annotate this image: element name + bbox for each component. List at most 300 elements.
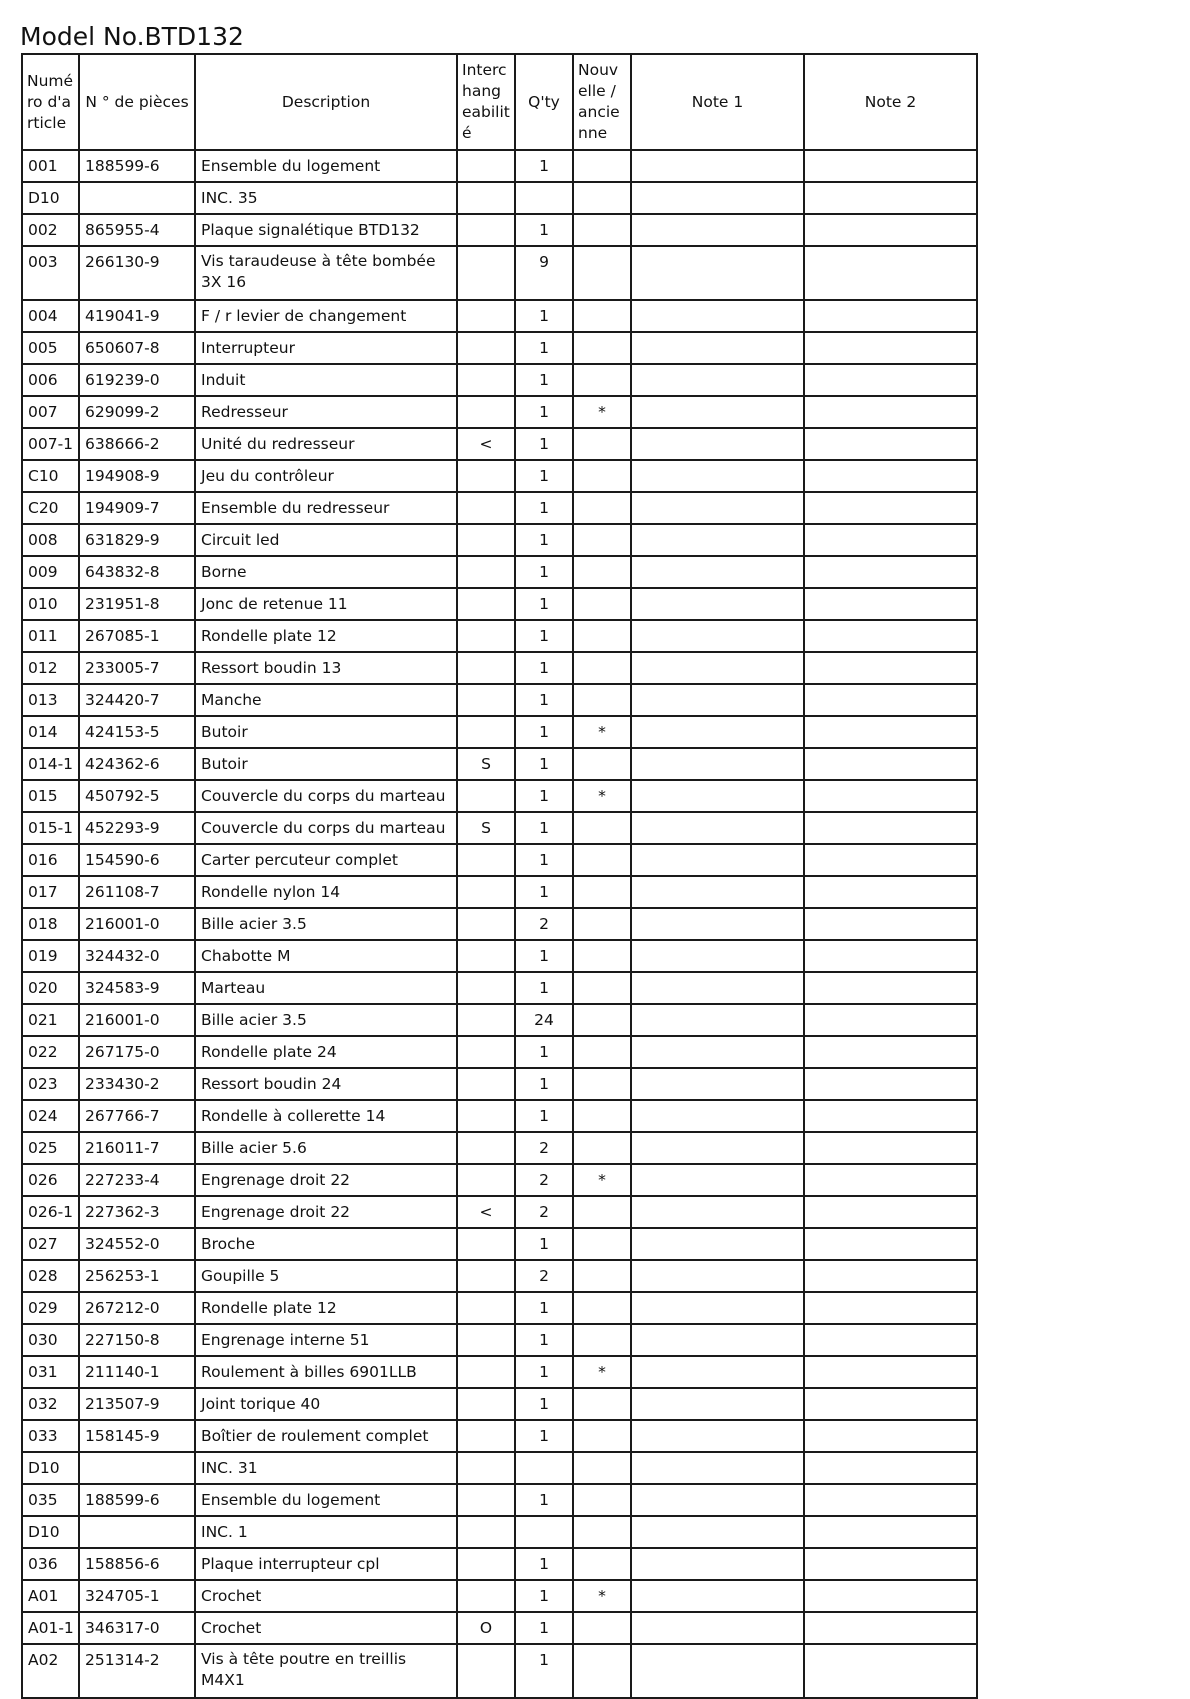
cell-new-old [573,1068,631,1100]
table-row [22,1580,977,1612]
cell-description: Vis taraudeuse à tête bombée 3X 16 [195,246,457,300]
cell-new-old [573,1612,631,1644]
cell-note-2 [804,1644,977,1698]
cell-note-2 [804,1612,977,1644]
cell-interchangeability [457,1228,515,1260]
cell-interchangeability [457,1644,515,1698]
cell-item-number: 028 [22,1260,79,1292]
cell-note-1 [631,1164,804,1196]
cell-description: Joint torique 40 [195,1388,457,1420]
cell-note-1 [631,332,804,364]
cell-interchangeability [457,460,515,492]
cell-note-2 [804,428,977,460]
cell-description: Crochet [195,1612,457,1644]
table-row [22,1420,977,1452]
cell-quantity: 1 [515,748,573,780]
cell-new-old [573,940,631,972]
cell-note-2 [804,652,977,684]
cell-quantity: 2 [515,1164,573,1196]
cell-new-old [573,460,631,492]
cell-interchangeability [457,588,515,620]
cell-interchangeability [457,1292,515,1324]
cell-item-number: 019 [22,940,79,972]
cell-item-number: 025 [22,1132,79,1164]
cell-note-2 [804,940,977,972]
cell-item-number: 015 [22,780,79,812]
cell-item-number: 006 [22,364,79,396]
cell-note-1 [631,524,804,556]
cell-new-old [573,1548,631,1580]
cell-note-2 [804,364,977,396]
cell-note-1 [631,972,804,1004]
cell-note-2 [804,876,977,908]
cell-part-number: 324583-9 [79,972,195,1004]
table-row [22,908,977,940]
cell-item-number: 031 [22,1356,79,1388]
cell-item-number: 005 [22,332,79,364]
table-row [22,652,977,684]
cell-quantity: 1 [515,1036,573,1068]
cell-interchangeability [457,1484,515,1516]
cell-new-old [573,588,631,620]
cell-new-old [573,620,631,652]
cell-interchangeability [457,524,515,556]
cell-item-number: 009 [22,556,79,588]
cell-quantity [515,1452,573,1484]
cell-description: Ensemble du redresseur [195,492,457,524]
cell-item-number: 033 [22,1420,79,1452]
cell-note-1 [631,1548,804,1580]
header-item-number: Numé ro d'a rticle [22,54,79,150]
cell-new-old [573,1644,631,1698]
cell-note-1 [631,556,804,588]
cell-part-number: 865955-4 [79,214,195,246]
header-description: Description [195,54,457,150]
cell-interchangeability [457,1548,515,1580]
cell-part-number: 619239-0 [79,364,195,396]
cell-new-old [573,908,631,940]
cell-description: Bille acier 3.5 [195,1004,457,1036]
cell-interchangeability [457,652,515,684]
cell-note-1 [631,1356,804,1388]
table-row [22,1164,977,1196]
cell-note-1 [631,182,804,214]
table-row [22,684,977,716]
table-row [22,524,977,556]
cell-note-2 [804,908,977,940]
cell-part-number: 211140-1 [79,1356,195,1388]
cell-note-1 [631,1612,804,1644]
cell-interchangeability [457,940,515,972]
cell-note-1 [631,1100,804,1132]
cell-new-old [573,1196,631,1228]
cell-note-1 [631,876,804,908]
cell-description: Ressort boudin 24 [195,1068,457,1100]
header-quantity: Q'ty [515,54,573,150]
cell-part-number: 213507-9 [79,1388,195,1420]
cell-new-old [573,150,631,182]
cell-description: Ensemble du logement [195,1484,457,1516]
cell-note-2 [804,1548,977,1580]
cell-note-2 [804,588,977,620]
cell-note-2 [804,214,977,246]
cell-note-1 [631,1228,804,1260]
cell-description: Rondelle plate 12 [195,620,457,652]
cell-description: Rondelle à collerette 14 [195,1100,457,1132]
cell-interchangeability [457,396,515,428]
cell-note-1 [631,1516,804,1548]
cell-note-2 [804,300,977,332]
cell-item-number: 007 [22,396,79,428]
cell-note-2 [804,396,977,428]
cell-note-2 [804,524,977,556]
cell-quantity: 1 [515,1324,573,1356]
cell-note-1 [631,1196,804,1228]
cell-description: Plaque interrupteur cpl [195,1548,457,1580]
cell-quantity: 9 [515,246,573,300]
header-part-number: N ° de pièces [79,54,195,150]
cell-part-number: 450792-5 [79,780,195,812]
cell-quantity: 1 [515,1580,573,1612]
cell-new-old: * [573,780,631,812]
cell-quantity: 1 [515,684,573,716]
cell-description: Rondelle plate 12 [195,1292,457,1324]
cell-note-2 [804,620,977,652]
cell-part-number: 267175-0 [79,1036,195,1068]
cell-quantity: 1 [515,716,573,748]
cell-quantity: 1 [515,1356,573,1388]
cell-quantity: 2 [515,1132,573,1164]
cell-quantity: 24 [515,1004,573,1036]
cell-part-number: 216001-0 [79,1004,195,1036]
table-row [22,1132,977,1164]
cell-quantity: 1 [515,460,573,492]
cell-interchangeability [457,246,515,300]
cell-item-number: 027 [22,1228,79,1260]
cell-item-number: 003 [22,246,79,300]
cell-quantity: 1 [515,1292,573,1324]
table-row [22,780,977,812]
cell-item-number: 010 [22,588,79,620]
cell-note-2 [804,492,977,524]
cell-part-number: 424153-5 [79,716,195,748]
cell-note-1 [631,1292,804,1324]
cell-description: Ensemble du logement [195,150,457,182]
page-title: Model No.BTD132 [20,22,244,51]
cell-item-number: D10 [22,182,79,214]
cell-interchangeability [457,332,515,364]
cell-interchangeability [457,1036,515,1068]
cell-interchangeability [457,1516,515,1548]
cell-item-number: D10 [22,1452,79,1484]
cell-item-number: 032 [22,1388,79,1420]
table-row [22,972,977,1004]
cell-quantity: 1 [515,780,573,812]
header-note-1: Note 1 [631,54,804,150]
cell-part-number: 158145-9 [79,1420,195,1452]
cell-new-old [573,246,631,300]
cell-new-old [573,492,631,524]
header-interchangeability: Interc hang eabilit é [457,54,515,150]
table-row [22,150,977,182]
cell-note-1 [631,1068,804,1100]
table-row [22,1260,977,1292]
cell-part-number: 267766-7 [79,1100,195,1132]
cell-item-number: 015-1 [22,812,79,844]
cell-item-number: 022 [22,1036,79,1068]
cell-part-number [79,1516,195,1548]
cell-note-1 [631,1420,804,1452]
cell-interchangeability [457,1132,515,1164]
cell-description: Rondelle nylon 14 [195,876,457,908]
cell-note-1 [631,364,804,396]
cell-note-2 [804,1420,977,1452]
table-row [22,1388,977,1420]
cell-item-number: 030 [22,1324,79,1356]
cell-quantity [515,182,573,214]
table-row [22,1548,977,1580]
cell-note-1 [631,1644,804,1698]
cell-item-number: 007-1 [22,428,79,460]
cell-part-number: 227362-3 [79,1196,195,1228]
table-header [22,54,977,150]
cell-note-1 [631,844,804,876]
cell-quantity: 1 [515,1100,573,1132]
cell-item-number: D10 [22,1516,79,1548]
cell-note-2 [804,1324,977,1356]
cell-part-number: 194908-9 [79,460,195,492]
cell-new-old [573,524,631,556]
table-row [22,556,977,588]
cell-part-number: 251314-2 [79,1644,195,1698]
cell-interchangeability [457,1100,515,1132]
cell-description: Interrupteur [195,332,457,364]
header-note-2: Note 2 [804,54,977,150]
cell-item-number: 024 [22,1100,79,1132]
cell-description: Couvercle du corps du marteau [195,812,457,844]
cell-description: Bille acier 3.5 [195,908,457,940]
cell-new-old [573,556,631,588]
table-row [22,428,977,460]
table-row [22,1196,977,1228]
cell-interchangeability [457,182,515,214]
cell-description: Engrenage droit 22 [195,1164,457,1196]
table-body [22,150,977,1698]
cell-note-1 [631,1388,804,1420]
cell-note-2 [804,1484,977,1516]
cell-description: Bille acier 5.6 [195,1132,457,1164]
parts-table [21,53,978,1699]
table-row [22,1324,977,1356]
cell-new-old: * [573,1580,631,1612]
cell-description: INC. 35 [195,182,457,214]
cell-note-1 [631,684,804,716]
table-row [22,1228,977,1260]
cell-quantity: 1 [515,1548,573,1580]
cell-part-number: 452293-9 [79,812,195,844]
cell-note-2 [804,1388,977,1420]
table-row [22,940,977,972]
cell-item-number: 013 [22,684,79,716]
cell-part-number: 188599-6 [79,1484,195,1516]
cell-interchangeability: < [457,428,515,460]
cell-new-old [573,748,631,780]
cell-item-number: C20 [22,492,79,524]
cell-note-1 [631,652,804,684]
cell-part-number: 324432-0 [79,940,195,972]
cell-interchangeability [457,908,515,940]
cell-quantity: 1 [515,1068,573,1100]
cell-description: Borne [195,556,457,588]
cell-description: Ressort boudin 13 [195,652,457,684]
cell-item-number: 001 [22,150,79,182]
cell-note-1 [631,428,804,460]
table-row [22,1356,977,1388]
cell-note-1 [631,908,804,940]
table-row [22,492,977,524]
cell-new-old [573,1484,631,1516]
table-row [22,1292,977,1324]
cell-note-2 [804,1228,977,1260]
cell-note-1 [631,492,804,524]
cell-interchangeability [457,556,515,588]
cell-description: F / r levier de changement [195,300,457,332]
cell-description: Chabotte M [195,940,457,972]
cell-note-2 [804,972,977,1004]
table-row [22,182,977,214]
cell-quantity: 1 [515,492,573,524]
cell-interchangeability [457,1068,515,1100]
cell-note-1 [631,1036,804,1068]
cell-note-2 [804,332,977,364]
cell-item-number: 002 [22,214,79,246]
cell-item-number: 008 [22,524,79,556]
cell-item-number: A01-1 [22,1612,79,1644]
cell-new-old [573,1324,631,1356]
cell-note-2 [804,812,977,844]
cell-item-number: 012 [22,652,79,684]
table-row [22,1004,977,1036]
cell-description: Couvercle du corps du marteau [195,780,457,812]
header-row [22,54,977,150]
cell-interchangeability [457,1580,515,1612]
cell-description: Crochet [195,1580,457,1612]
cell-part-number: 346317-0 [79,1612,195,1644]
cell-part-number: 324420-7 [79,684,195,716]
cell-note-1 [631,460,804,492]
table-row [22,1516,977,1548]
cell-item-number: A01 [22,1580,79,1612]
cell-part-number: 267212-0 [79,1292,195,1324]
cell-description: INC. 31 [195,1452,457,1484]
cell-description: Engrenage interne 51 [195,1324,457,1356]
cell-description: Carter percuteur complet [195,844,457,876]
cell-new-old [573,1004,631,1036]
cell-description: Butoir [195,748,457,780]
cell-note-1 [631,620,804,652]
cell-item-number: A02 [22,1644,79,1698]
cell-description: Jeu du contrôleur [195,460,457,492]
cell-part-number: 158856-6 [79,1548,195,1580]
cell-item-number: C10 [22,460,79,492]
cell-part-number: 231951-8 [79,588,195,620]
cell-part-number: 324705-1 [79,1580,195,1612]
cell-part-number [79,1452,195,1484]
cell-new-old: * [573,1356,631,1388]
cell-new-old [573,652,631,684]
cell-item-number: 023 [22,1068,79,1100]
cell-quantity: 1 [515,620,573,652]
cell-quantity: 1 [515,940,573,972]
cell-part-number: 631829-9 [79,524,195,556]
cell-note-2 [804,1068,977,1100]
cell-item-number: 021 [22,1004,79,1036]
cell-new-old: * [573,396,631,428]
cell-new-old [573,1388,631,1420]
cell-note-1 [631,396,804,428]
cell-item-number: 018 [22,908,79,940]
cell-quantity: 1 [515,300,573,332]
cell-part-number: 650607-8 [79,332,195,364]
cell-description: Boîtier de roulement complet [195,1420,457,1452]
cell-new-old [573,1452,631,1484]
cell-note-2 [804,1004,977,1036]
cell-quantity: 1 [515,876,573,908]
table-row [22,1484,977,1516]
cell-new-old: * [573,1164,631,1196]
cell-part-number: 227150-8 [79,1324,195,1356]
cell-note-2 [804,1100,977,1132]
cell-new-old [573,332,631,364]
cell-note-2 [804,780,977,812]
cell-note-2 [804,150,977,182]
cell-quantity: 1 [515,652,573,684]
cell-interchangeability [457,1420,515,1452]
cell-interchangeability [457,1164,515,1196]
table-row [22,396,977,428]
header-new-old: Nouv elle / ancie nne [573,54,631,150]
cell-interchangeability [457,1452,515,1484]
table-row [22,246,977,300]
cell-description: Broche [195,1228,457,1260]
cell-note-1 [631,716,804,748]
cell-part-number: 194909-7 [79,492,195,524]
cell-note-2 [804,748,977,780]
cell-description: Unité du redresseur [195,428,457,460]
cell-note-1 [631,812,804,844]
cell-note-2 [804,844,977,876]
cell-new-old [573,428,631,460]
cell-part-number: 227233-4 [79,1164,195,1196]
table-row [22,1036,977,1068]
cell-note-2 [804,182,977,214]
cell-quantity: 1 [515,428,573,460]
cell-interchangeability [457,620,515,652]
cell-quantity: 1 [515,556,573,588]
cell-part-number: 216001-0 [79,908,195,940]
cell-interchangeability [457,1004,515,1036]
table-row [22,844,977,876]
table-row [22,300,977,332]
cell-new-old [573,364,631,396]
cell-quantity: 2 [515,908,573,940]
cell-description: INC. 1 [195,1516,457,1548]
cell-item-number: 011 [22,620,79,652]
cell-part-number: 233430-2 [79,1068,195,1100]
cell-note-2 [804,1356,977,1388]
cell-part-number: 419041-9 [79,300,195,332]
cell-new-old [573,1420,631,1452]
